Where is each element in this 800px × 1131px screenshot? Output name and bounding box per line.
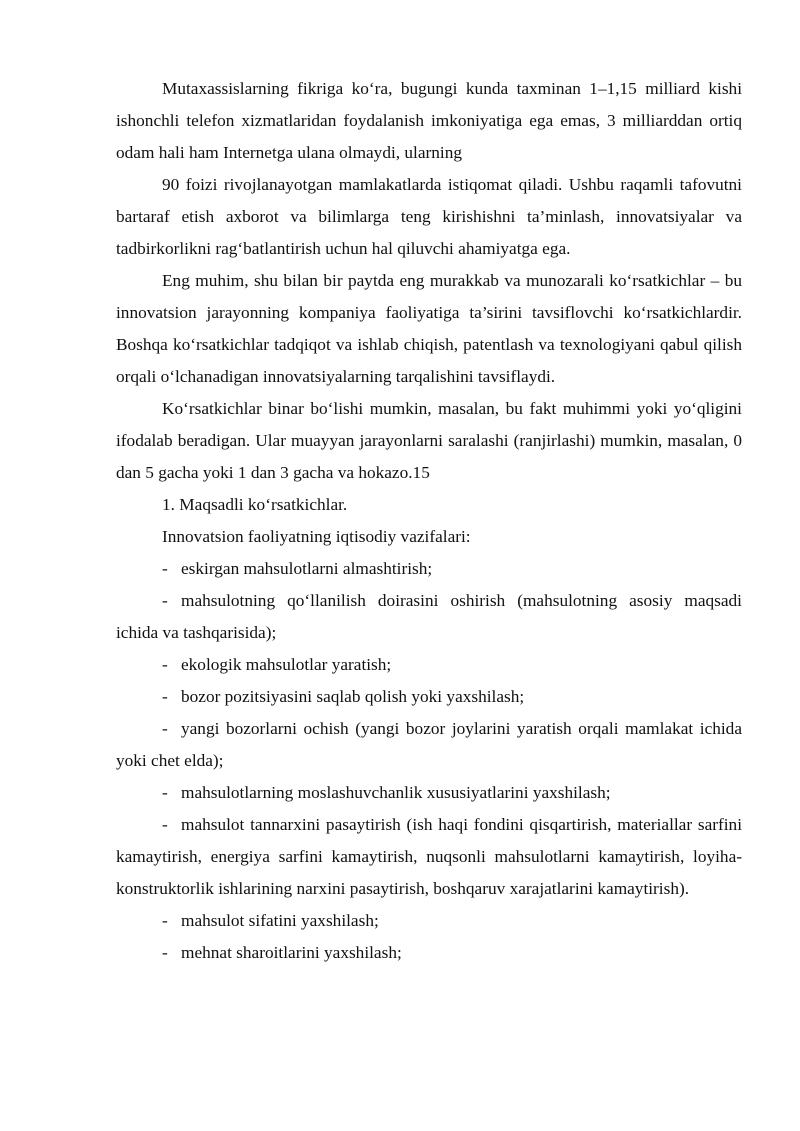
list-item	[116, 809, 742, 905]
list-marker: -	[162, 815, 168, 834]
list-item-text: mahsulot sifatini yaxshilash;	[181, 911, 379, 930]
list-item	[116, 649, 742, 681]
list-item-text: mahsulot tannarxini pasaytirish (ish haqi fondini qisqartirish, materiallar sarfini kamaytirish, energiya sarfini kamaytirish, nuqsonli mahsulotlarni kamaytirish, loyiha-konstruktorlik ishlarining narxini pasaytirish, boshqaruv xarajatlarini kamaytirish).	[116, 815, 742, 898]
list-marker: -	[162, 783, 168, 802]
list-item	[116, 553, 742, 585]
list-item	[116, 585, 742, 649]
section-heading-target-indicators: 1. Maqsadli ko‘rsatkichlar.	[162, 495, 348, 514]
list-marker: -	[162, 559, 168, 578]
list-marker: -	[162, 655, 168, 674]
list-marker: -	[162, 911, 168, 930]
list-item-text: mahsulotning qo‘llanilish doirasini oshirish (mahsulotning asosiy maqsadi ichida va tashqarisida);	[116, 591, 742, 642]
list-marker: -	[162, 719, 168, 738]
document-page	[116, 73, 742, 969]
list-item	[116, 905, 742, 937]
list-item-text: eskirgan mahsulotlarni almashtirish;	[181, 559, 433, 578]
list-item-text: bozor pozitsiyasini saqlab qolish yoki yaxshilash;	[181, 687, 525, 706]
paragraph-digital-divide: 90 foizi rivojlanayotgan mamlakatlarda istiqomat qiladi. Ushbu raqamli tafovutni bartaraf etish axborot va bilimlarga teng kirishishni ta’minlash, innovatsiyalar va tadbirkorlikni rag‘batlantirish uchun hal qiluvchi ahamiyatga ega.	[116, 175, 742, 258]
list-item-text: mehnat sharoitlarini yaxshilash;	[181, 943, 402, 962]
list-marker: -	[162, 943, 168, 962]
paragraph-binary-indicators: Ko‘rsatkichlar binar bo‘lishi mumkin, masalan, bu fakt muhimmi yoki yo‘qligini ifodalab beradigan. Ular muayyan jarayonlarni saralashi (ranjirlashi) mumkin, masalan, 0 dan 5 gacha yoki 1 dan 3 gacha va hokazo.15	[116, 399, 742, 482]
paragraph-internet-access: Mutaxassislarning fikriga ko‘ra, bugungi kunda taxminan 1–1,15 milliard kishi ishonchli telefon xizmatlaridan foydalanish imkoniyatiga ega emas, 3 milliarddan ortiq odam hali ham Internetga ulana olmaydi, ularning	[116, 79, 742, 162]
list-item	[116, 681, 742, 713]
list-marker: -	[162, 591, 168, 610]
list-intro: Innovatsion faoliyatning iqtisodiy vazifalari:	[162, 527, 471, 546]
paragraph-key-indicators: Eng muhim, shu bilan bir paytda eng murakkab va munozarali ko‘rsatkichlar – bu innovatsion jarayonning kompaniya faoliyatiga ta’sirini tavsiflovchi ko‘rsatkichlardir. Boshqa ko‘rsatkichlar tadqiqot va ishlab chiqish, patentlash va texnologiyani qabul qilish orqali o‘lchanadigan innovatsiyalarning tarqalishini tavsiflaydi.	[116, 271, 742, 386]
list-item	[116, 713, 742, 777]
list-item-text: mahsulotlarning moslashuvchanlik xususiyatlarini yaxshilash;	[181, 783, 611, 802]
list-item-text: ekologik mahsulotlar yaratish;	[181, 655, 392, 674]
list-marker: -	[162, 687, 168, 706]
economic-functions-list	[116, 553, 742, 969]
list-item-text: yangi bozorlarni ochish (yangi bozor joylarini yaratish orqali mamlakat ichida yoki chet elda);	[116, 719, 742, 770]
list-item	[116, 777, 742, 809]
list-item	[116, 937, 742, 969]
